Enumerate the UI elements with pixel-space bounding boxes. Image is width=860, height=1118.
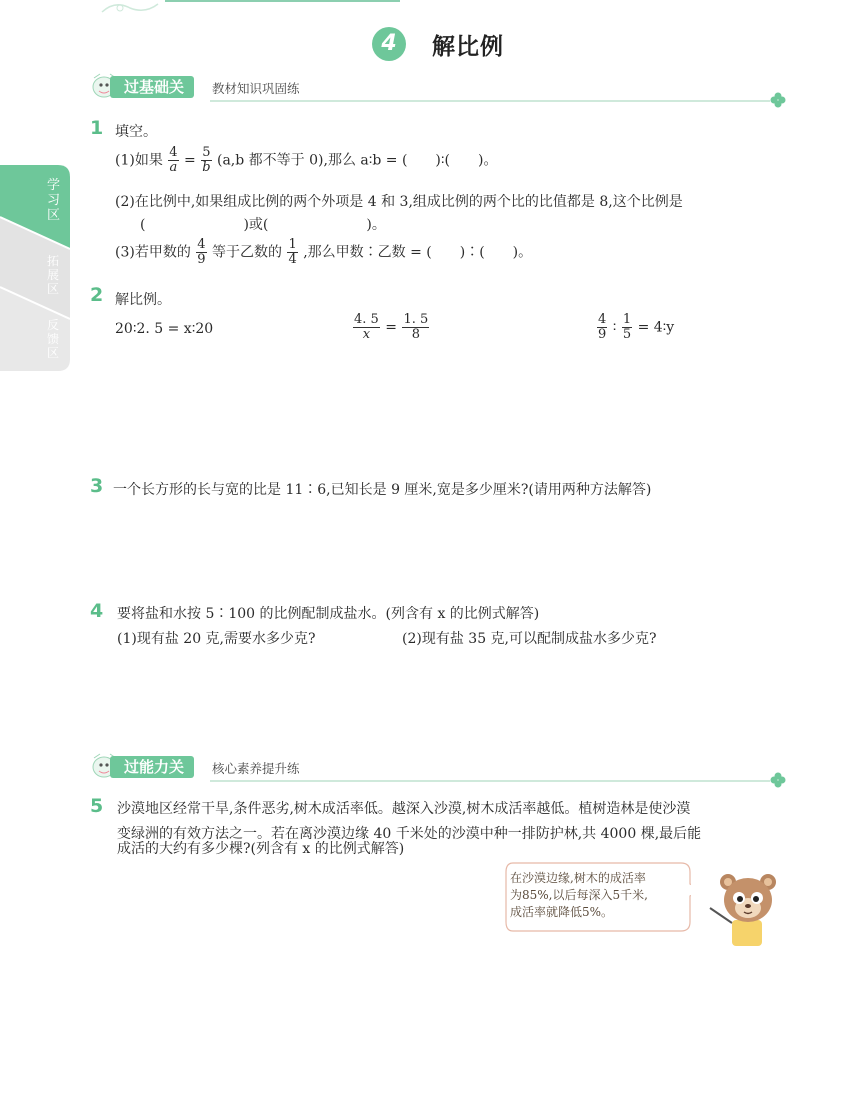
- q1-title: 填空。: [115, 124, 157, 140]
- q1-part3-mid: 等于乙数的: [212, 244, 283, 261]
- q2-number: 2: [90, 284, 104, 306]
- lesson-number-badge: 4: [372, 27, 406, 61]
- section-ability-subtitle: 核心素养提升练: [212, 761, 300, 776]
- q1-part1-lead: (1)如果: [115, 152, 163, 169]
- denominator: a: [169, 160, 178, 175]
- denominator: b: [202, 160, 211, 175]
- ratio-colon: ∶: [612, 319, 617, 336]
- fraction-4-over-a: [168, 146, 178, 175]
- bubble-line: 成活率就降低5%。: [510, 905, 614, 919]
- denominator: x: [362, 327, 371, 342]
- section-ability-bar: [90, 752, 780, 782]
- q5-line2: 变绿洲的有效方法之一。若在离沙漠边缘 40 千米处的沙漠中种一排防护林,共 4000 棵,最后能: [117, 826, 702, 842]
- q3-number: 3: [90, 475, 104, 497]
- q4-sub1: (1)现有盐 20 克,需要水多少克?: [117, 631, 316, 647]
- numerator: 4: [598, 312, 607, 327]
- denominator: 8: [411, 327, 420, 342]
- fraction-4-over-9: [597, 313, 607, 342]
- q5-line3: 成活的大约有多少棵?(列含有 x 的比例式解答): [117, 841, 405, 857]
- equals-sign: =: [184, 152, 196, 169]
- equals-sign: =: [385, 319, 397, 336]
- q1-part3-tail: ,那么甲数∶乙数 = ( )∶( )。: [303, 244, 533, 261]
- numerator: 4: [197, 237, 206, 252]
- leaf-decoration-icon: [100, 0, 160, 14]
- q4-text: 要将盐和水按 5∶100 的比例配制成盐水。(列含有 x 的比例式解答): [117, 606, 540, 622]
- bubble-line: 为85%,以后每深入5千米,: [510, 888, 648, 902]
- section-basic-bar: [90, 72, 780, 102]
- fraction-1-over-5: [622, 313, 632, 342]
- sidebar-tab-feedback[interactable]: 反馈区: [47, 318, 60, 360]
- q2-equation-2: [352, 313, 430, 342]
- lesson-title: 解比例: [432, 34, 504, 60]
- q1-part1-tail: (a,b 都不等于 0),那么 a∶b = ( )∶( )。: [217, 152, 498, 169]
- section-ability-tag: 过能力关: [110, 756, 194, 778]
- bear-teacher-icon: [706, 868, 788, 950]
- denominator: 9: [197, 252, 206, 267]
- clover-icon: [770, 772, 786, 788]
- bubble-text: [510, 870, 690, 921]
- q1-part2-line1: (2)在比例中,如果组成比例的两个外项是 4 和 3,组成比例的两个比的比值都是 8,这个比例是: [115, 194, 683, 210]
- q1-part2-line2: ( )或( )。: [140, 217, 386, 233]
- numerator: 5: [202, 145, 211, 160]
- denominator: 5: [622, 327, 632, 342]
- fraction-1-over-4: [287, 238, 297, 267]
- fraction-4.5-over-x: [353, 313, 380, 342]
- sidebar-tab-study[interactable]: 学习区: [47, 178, 61, 223]
- q1-part3-lead: (3)若甲数的: [115, 244, 191, 261]
- numerator: 4. 5: [354, 312, 379, 327]
- sidebar-tab-extend[interactable]: 拓展区: [47, 254, 60, 296]
- section-basic-rule: [210, 100, 770, 102]
- numerator: 1. 5: [403, 312, 429, 327]
- denominator: 4: [288, 252, 297, 267]
- q2-equation-3: [596, 313, 674, 342]
- fraction-4-over-9: [196, 238, 206, 267]
- q4-sub2: (2)现有盐 35 克,可以配制成盐水多少克?: [402, 631, 657, 647]
- q1-part3: [115, 238, 532, 267]
- q5-number: 5: [90, 795, 104, 817]
- clover-icon: [770, 92, 786, 108]
- bubble-line: 在沙漠边缘,树木的成活率: [510, 871, 646, 885]
- q1-part1: [115, 146, 497, 175]
- numerator: 1: [288, 237, 297, 252]
- numerator: 1: [622, 312, 632, 327]
- q2-title: 解比例。: [115, 292, 171, 308]
- q2-equation-3-tail: = 4∶y: [637, 319, 675, 336]
- fraction-1.5-over-8: [402, 313, 429, 342]
- section-basic-tag: 过基础关: [110, 76, 194, 98]
- section-basic-subtitle: 教材知识巩固练: [212, 81, 300, 96]
- fraction-5-over-b: [201, 146, 211, 175]
- denominator: 9: [598, 327, 607, 342]
- section-ability-rule: [210, 780, 770, 782]
- numerator: 4: [169, 145, 178, 160]
- q2-equation-1: 20∶2. 5 = x∶20: [115, 321, 214, 337]
- top-rule: [165, 0, 400, 2]
- q1-number: 1: [90, 117, 104, 139]
- q5-line1: 沙漠地区经常干旱,条件恶劣,树木成活率低。越深入沙漠,树木成活率越低。植树造林是使沙漠: [117, 801, 691, 817]
- q4-number: 4: [90, 600, 104, 622]
- q3-text: 一个长方形的长与宽的比是 11∶6,已知长是 9 厘米,宽是多少厘米?(请用两种方法解答): [113, 482, 652, 498]
